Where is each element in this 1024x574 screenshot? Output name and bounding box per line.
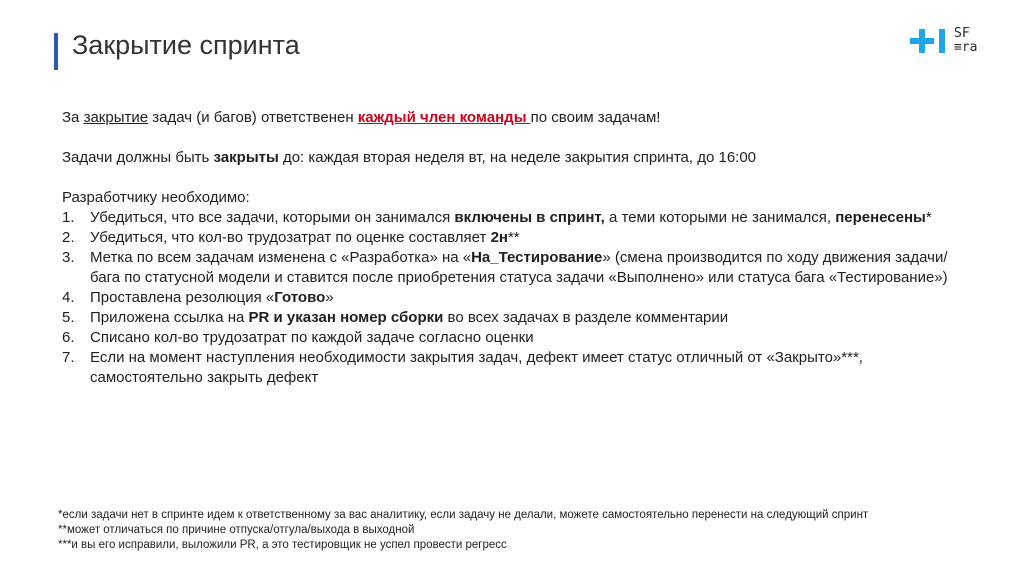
text-fragment: Если на момент наступления необходимости закрытия задач, дефект имеет статус отличный от «Закрыто»***, самостоятельно закрыть дефект bbox=[90, 349, 863, 386]
bold-text: перенесены bbox=[835, 209, 926, 226]
list-item bbox=[62, 288, 962, 308]
list-number: 2. bbox=[62, 229, 75, 246]
text-fragment: по своим задачам! bbox=[530, 109, 661, 126]
bold-closed-word: закрыты bbox=[213, 149, 279, 166]
highlight-each-team-member: каждый член команды bbox=[357, 109, 531, 126]
list-item bbox=[62, 248, 962, 288]
footnote: **может отличаться по причине отпуска/отгула/выхода в выходной bbox=[58, 524, 415, 536]
text-fragment: во всех задачах в разделе комментарии bbox=[443, 309, 729, 326]
text-fragment: » bbox=[325, 289, 334, 306]
text-fragment: Метка по всем задачам изменена с «Разработка» на « bbox=[90, 249, 472, 266]
footnotes bbox=[58, 508, 938, 553]
text-fragment: а теми которыми не занимался, bbox=[604, 209, 836, 226]
list-number: 7. bbox=[62, 349, 75, 366]
developer-requirements-heading: Разработчику необходимо: bbox=[62, 189, 250, 206]
underlined-closing-word: закрытие bbox=[83, 109, 149, 126]
bold-text: 2н bbox=[490, 229, 508, 246]
bold-text: На_Тестирование bbox=[471, 249, 603, 266]
text-fragment: Приложена ссылка на bbox=[90, 309, 249, 326]
list-item bbox=[62, 228, 962, 248]
page-title: Закрытие спринта bbox=[72, 30, 300, 60]
text-fragment: Задачи должны быть bbox=[62, 149, 214, 166]
footnote: *если задачи нет в спринте идем к ответственному за вас аналитику, если задачу не делали, можете самостоятельно перенести на следующий спринт bbox=[58, 509, 869, 521]
list-number: 4. bbox=[62, 289, 75, 306]
list-item bbox=[62, 328, 962, 348]
text-fragment: За bbox=[62, 109, 84, 126]
list-item bbox=[62, 348, 962, 388]
text-fragment: Убедиться, что кол-во трудозатрат по оценке составляет bbox=[90, 229, 491, 246]
text-fragment: Проставлена резолюция « bbox=[90, 289, 275, 306]
text-fragment: Убедиться, что все задачи, которыми он занимался bbox=[90, 209, 455, 226]
list-number: 1. bbox=[62, 209, 75, 226]
logo bbox=[906, 26, 978, 62]
list-item bbox=[62, 208, 962, 228]
main-content bbox=[62, 108, 962, 388]
responsibility-paragraph bbox=[62, 108, 962, 128]
logo-bar bbox=[939, 29, 945, 53]
text-fragment: ** bbox=[507, 229, 520, 246]
title-accent-bar bbox=[54, 33, 58, 70]
text-fragment: задач (и багов) ответственен bbox=[148, 109, 358, 126]
logo-plus-horizontal bbox=[910, 38, 934, 44]
deadline-paragraph bbox=[62, 148, 962, 168]
logo-text-line1: SF bbox=[954, 26, 970, 41]
text-fragment: * bbox=[925, 209, 932, 226]
list-number: 6. bbox=[62, 329, 75, 346]
logo-text-line2: ≡ra bbox=[954, 40, 978, 55]
bold-text: PR и указан номер сборки bbox=[248, 309, 444, 326]
list-item bbox=[62, 308, 962, 328]
requirements-list bbox=[62, 208, 962, 388]
text-fragment: до: каждая вторая неделя вт, на неделе закрытия спринта, до 16:00 bbox=[278, 149, 757, 166]
logo-text bbox=[954, 27, 977, 55]
footnote: ***и вы его исправили, выложили PR, а это тестировщик не успел провести регресс bbox=[58, 539, 507, 551]
text-fragment: » (смена производится по ходу движения задачи/бага по статусной модели и ставится после приобретения статуса задачи «Выполнено» или статуса бага «Тестирование») bbox=[90, 249, 948, 286]
list-number: 5. bbox=[62, 309, 75, 326]
bold-text: Готово bbox=[274, 289, 326, 306]
bold-text: включены в спринт, bbox=[454, 209, 605, 226]
list-number: 3. bbox=[62, 249, 75, 266]
text-fragment: Списано кол-во трудозатрат по каждой задаче согласно оценки bbox=[90, 329, 534, 346]
